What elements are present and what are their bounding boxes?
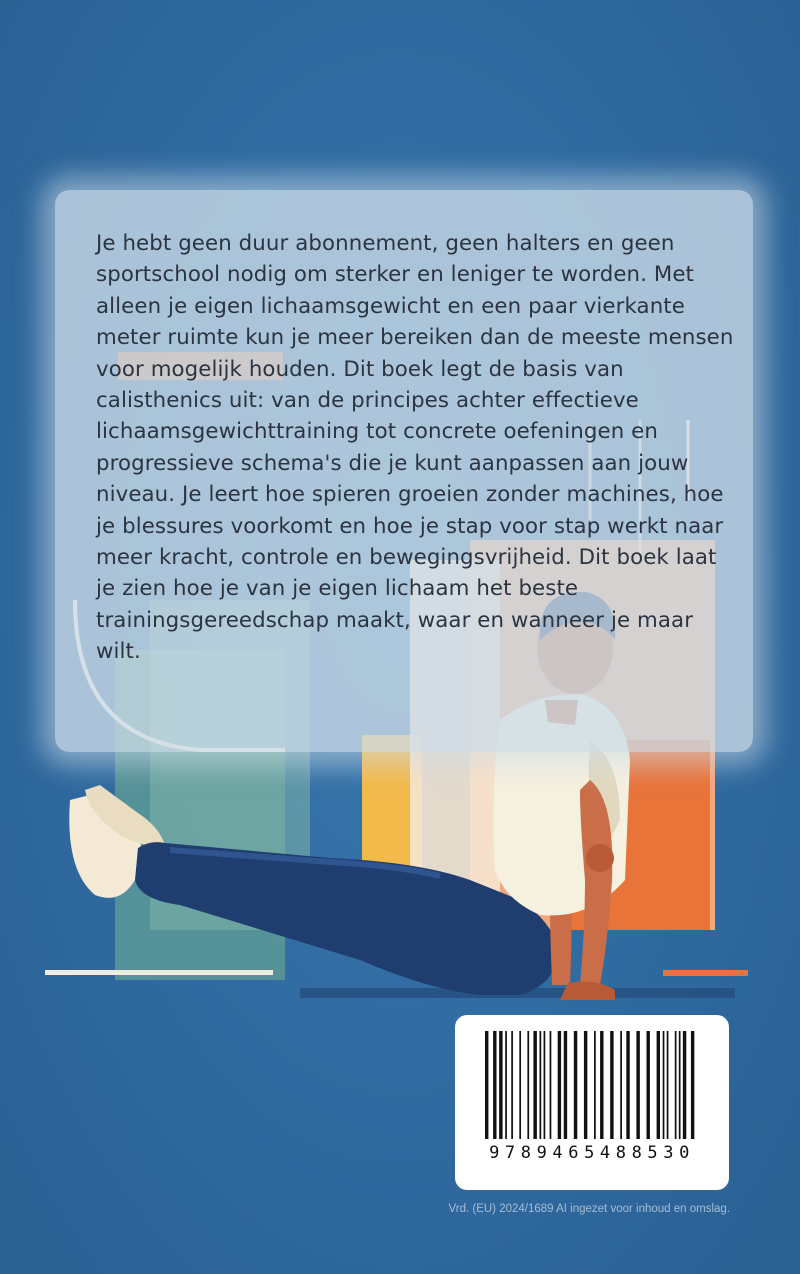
barcode-bars	[485, 1031, 699, 1139]
barcode-bar	[540, 1031, 542, 1139]
barcode-bar	[620, 1031, 622, 1139]
isbn-barcode	[455, 1015, 729, 1190]
ai-legal-notice: Vrd. (EU) 2024/1689 AI ingezet voor inhoud en omslag.	[448, 1203, 730, 1215]
barcode-bar	[636, 1031, 639, 1139]
barcode-bar	[511, 1031, 513, 1139]
elbow	[586, 844, 614, 872]
barcode-bar	[527, 1031, 529, 1139]
back-cover-blurb: Je hebt geen duur abonnement, geen halters en geen sportschool nodig om sterker en leniger te worden. Met alleen je eigen lichaamsgewicht en een paar vierkante meter ruimte kun je meer bereiken dan de meeste mensen voor mogelijk houden. Dit boek legt de basis van calisthenics uit: van de principes achter effectieve lichaamsgewichttraining tot concrete oefeningen en progressieve schema's die je kunt aanpassen aan jouw niveau. Je leert hoe spieren groeien zonder machines, hoe je blessures voorkomt en hoe je stap voor stap werkt naar meer kracht, controle en bewegingsvrijheid. Dit boek laat je zien hoe je van je eigen lichaam het beste trainingsgereedschap maakt, waar en wanneer je maar wilt.	[96, 231, 734, 665]
barcode-bar	[574, 1031, 577, 1139]
barcode-bar	[505, 1031, 507, 1139]
hand	[560, 982, 615, 1000]
barcode-bar	[679, 1031, 681, 1139]
isbn-number: 9789465488530	[489, 1143, 695, 1163]
barcode-bar	[584, 1031, 587, 1139]
barcode-bar	[493, 1031, 496, 1139]
white-floor-line	[45, 970, 273, 975]
barcode-bar	[600, 1031, 603, 1139]
barcode-bar	[594, 1031, 596, 1139]
barcode-bar	[544, 1031, 546, 1139]
barcode-bar	[691, 1031, 694, 1139]
barcode-bar	[667, 1031, 669, 1139]
barcode-bar	[550, 1031, 552, 1139]
barcode-bar	[626, 1031, 629, 1139]
orange-floor-line	[663, 970, 748, 976]
barcode-bar	[519, 1031, 521, 1139]
barcode-bar	[683, 1031, 686, 1139]
barcode-bar	[485, 1031, 488, 1139]
barcode-bar	[499, 1031, 502, 1139]
barcode-bar	[610, 1031, 613, 1139]
barcode-bar	[564, 1031, 567, 1139]
barcode-bar	[533, 1031, 536, 1139]
barcode-bar	[675, 1031, 677, 1139]
barcode-bar	[647, 1031, 650, 1139]
barcode-bar	[558, 1031, 561, 1139]
barcode-bar	[657, 1031, 660, 1139]
barcode-bar	[663, 1031, 665, 1139]
